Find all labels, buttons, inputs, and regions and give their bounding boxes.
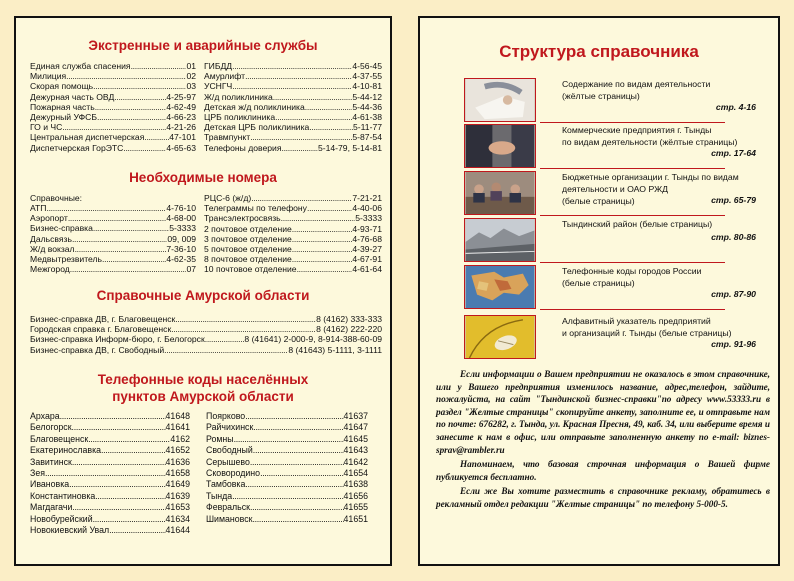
emergency-label: Диспетчерская ГорЭТС <box>30 142 124 153</box>
emergency-row <box>30 81 196 91</box>
code-row <box>206 514 368 525</box>
code-row <box>206 457 368 468</box>
needed-label: 10 почтовое отделение <box>204 264 297 275</box>
needed-row <box>30 244 196 254</box>
dot-leader <box>88 434 170 445</box>
needed-row <box>204 234 382 244</box>
emergency-row <box>204 81 382 91</box>
dot-leader <box>292 254 353 264</box>
code-label: Ивановка <box>30 479 70 490</box>
dot-leader <box>72 457 166 468</box>
dot-leader <box>95 102 167 112</box>
needed-row <box>204 193 382 203</box>
needed-row <box>204 254 382 264</box>
emergency-number: 47-101 <box>169 132 196 143</box>
needed-list-right <box>204 193 382 275</box>
toc-item-line: и организаций г. Тынды (белые страницы) <box>562 328 732 338</box>
toc-item <box>464 171 768 217</box>
code-row <box>30 457 190 468</box>
code-row <box>206 479 368 490</box>
dot-leader <box>109 525 165 536</box>
code-number: 41637 <box>343 411 368 421</box>
codes-title-line1: Телефонные коды населённых <box>97 372 309 387</box>
toc-item-text <box>562 218 754 230</box>
dot-leader <box>75 244 167 254</box>
toc-item-text <box>562 124 754 148</box>
info-paragraph-2: Напоминаем, что базовая строчная информация о Вашей фирме публикуется бесплатно. <box>436 459 770 482</box>
emergency-label: Дежурная часть ОВД <box>30 91 115 102</box>
dot-leader <box>72 234 167 244</box>
toc-item-text <box>562 265 754 289</box>
dot-leader <box>171 324 316 334</box>
needed-number: 09, 009 <box>167 233 196 244</box>
code-row <box>30 491 190 502</box>
dot-leader <box>292 234 353 244</box>
amur-ref-number: 8 (41641) 2-000-9, 8-914-388-60-09 <box>244 334 382 345</box>
toc-thumbnail <box>464 218 536 262</box>
dot-leader <box>131 61 187 71</box>
emergency-label: Скорая помощь <box>30 81 94 92</box>
dot-leader <box>164 345 288 355</box>
emergency-row <box>30 112 196 122</box>
code-number: 41652 <box>165 445 190 456</box>
code-label: Поярково <box>206 411 246 421</box>
emergency-number: 4-10-81 <box>352 81 382 92</box>
emergency-row <box>204 132 382 142</box>
code-label: Благовещенск <box>30 433 89 444</box>
amur-ref-title: Справочные Амурской области <box>96 288 310 303</box>
emergency-number: 5-14-79, 5-14-81 <box>317 142 382 153</box>
emergency-number: 4-56-45 <box>352 61 382 71</box>
code-row <box>30 434 190 445</box>
dot-leader <box>93 223 169 233</box>
emergency-label: Ж/д поликлиника <box>204 91 273 102</box>
emergency-title: Экстренные и аварийные службы <box>88 38 318 53</box>
toc-item-line: (белые страницы) <box>562 196 635 206</box>
code-number: 41654 <box>343 468 368 479</box>
toc-page-ref: стр. 65-79 <box>711 195 756 205</box>
toc-item-line: Бюджетные организации г. Тынды по видам <box>562 172 739 182</box>
toc-page-ref: стр. 80-86 <box>711 232 756 242</box>
emergency-label: Дежурный УФСБ <box>30 112 97 123</box>
toc-divider <box>540 309 725 310</box>
needed-number: 4-76-10 <box>166 203 196 213</box>
code-number: 41639 <box>165 490 190 501</box>
needed-label: Аэропорт <box>30 213 68 224</box>
code-number: 41658 <box>165 468 190 479</box>
dot-leader <box>47 203 167 213</box>
toc-item <box>464 265 768 311</box>
needed-title: Необходимые номера <box>129 170 277 185</box>
needed-row <box>30 264 196 274</box>
handshake-icon <box>465 125 535 167</box>
needed-label: Бизнес-справка <box>30 223 93 234</box>
toc-item-text <box>562 315 754 339</box>
emergency-number: 4-25-97 <box>166 91 196 102</box>
dot-leader <box>97 112 166 122</box>
amur-ref-row <box>30 345 382 355</box>
code-number: 41651 <box>343 513 368 524</box>
code-label: Новокиевский Увал <box>30 525 110 536</box>
dot-leader <box>69 479 165 490</box>
needed-number: 5-3333 <box>355 213 382 224</box>
emergency-label: ГО и ЧС <box>30 122 63 133</box>
emergency-row <box>30 71 196 81</box>
emergency-label: Травмпункт <box>204 132 251 143</box>
code-row <box>30 422 190 433</box>
needed-number: 5-3333 <box>169 223 196 234</box>
dot-leader <box>68 213 167 223</box>
toc-item-line: деятельности и ОАО РЖД <box>562 184 669 194</box>
code-label: Тамбовка <box>206 479 246 490</box>
dot-leader <box>282 143 318 153</box>
needed-number: 4-39-27 <box>352 244 382 255</box>
code-row <box>206 411 368 422</box>
info-text <box>436 368 770 513</box>
toc-item-line: Алфавитный указатель предприятий <box>562 316 711 326</box>
dot-leader <box>72 502 165 513</box>
needed-label: Дальсвязь <box>30 233 72 244</box>
emergency-row <box>204 122 382 132</box>
dot-leader <box>123 143 166 153</box>
needed-label: РЦС-6 (ж/д) <box>204 193 252 203</box>
dot-leader <box>245 479 343 490</box>
dot-leader <box>245 411 343 422</box>
amur-ref-label: Бизнес-справка ДВ, г. Свободный <box>30 344 165 355</box>
code-label: Новобурейский <box>30 513 93 524</box>
dot-leader <box>205 334 245 344</box>
dot-leader <box>250 132 352 142</box>
code-label: Завитинск <box>30 456 72 467</box>
emergency-row <box>30 122 196 132</box>
codes-list-left <box>30 411 190 536</box>
dot-leader <box>250 502 344 513</box>
code-number: 41645 <box>343 433 368 444</box>
code-label: Шимановск <box>206 513 253 524</box>
toc-page-ref: стр. 17-64 <box>711 148 756 158</box>
toc-thumbnail <box>464 78 536 122</box>
dot-leader <box>60 411 166 422</box>
dot-leader <box>93 81 186 91</box>
toc-thumbnail <box>464 315 536 359</box>
toc-item-text <box>562 78 754 102</box>
code-row <box>30 411 190 422</box>
dot-leader <box>309 122 353 132</box>
dot-leader <box>307 203 352 213</box>
code-number: 41653 <box>165 502 190 513</box>
needed-number: 4-93-71 <box>352 223 382 234</box>
toc-thumbnail <box>464 171 536 215</box>
emergency-number: 4-65-63 <box>166 142 196 153</box>
dot-leader <box>72 422 166 433</box>
toc-divider <box>540 262 725 263</box>
mouse-icon <box>465 316 535 358</box>
landscape-icon <box>465 219 535 261</box>
emergency-row <box>30 132 196 142</box>
emergency-label: Детская ЦРБ поликлиника <box>204 122 310 133</box>
code-row <box>206 468 368 479</box>
map-icon <box>465 266 535 308</box>
needed-label: Медвытрезвитель <box>30 254 103 265</box>
needed-row <box>204 224 382 234</box>
toc-item <box>464 78 768 124</box>
needed-row <box>30 213 196 223</box>
amur-ref-row <box>30 334 382 344</box>
emergency-row <box>204 112 382 122</box>
amur-ref-number: 8 (4162) 333-333 <box>316 314 382 324</box>
code-label: Райчихинск <box>206 422 254 433</box>
code-number: 41656 <box>343 490 368 501</box>
handshake-document-icon <box>465 79 535 121</box>
code-row <box>206 422 368 433</box>
needed-number: 4-61-64 <box>352 264 382 275</box>
dot-leader <box>260 468 343 479</box>
code-label: Белогорск <box>30 422 72 433</box>
info-paragraph-3: Если же Вы хотите разместить в справочнике рекламу, обратитесь в рекламный отдел редакции "Желтые страницы" по телефону 5-000-5. <box>436 486 770 509</box>
emergency-row <box>204 92 382 102</box>
code-number: 41644 <box>165 525 190 536</box>
codes-list-right <box>206 411 368 525</box>
amur-ref-row <box>30 314 382 324</box>
toc-page-ref: стр. 87-90 <box>711 289 756 299</box>
emergency-label: Центральная диспетчерская <box>30 132 145 143</box>
code-label: Серышево <box>206 456 250 467</box>
emergency-row <box>30 92 196 102</box>
dot-leader <box>253 514 344 525</box>
emergency-number: 4-37-55 <box>352 71 382 82</box>
toc-divider <box>540 215 725 216</box>
left-panel <box>14 16 392 566</box>
emergency-row <box>204 143 382 153</box>
dot-leader <box>62 122 166 132</box>
dot-leader <box>101 445 166 456</box>
emergency-number: 03 <box>186 81 196 92</box>
toc-item-line: Содержание по видам деятельности <box>562 79 711 89</box>
right-panel <box>418 16 780 566</box>
code-number: 41647 <box>343 422 368 433</box>
toc-item-line: (жёлтые страницы) <box>562 91 640 101</box>
emergency-row <box>30 61 196 71</box>
needed-label: АТП <box>30 203 47 213</box>
code-label: Магдагачи <box>30 502 73 513</box>
dot-leader <box>66 71 186 81</box>
code-row <box>206 445 368 456</box>
emergency-label: ГИБДД <box>204 61 233 71</box>
needed-number: 4-67-91 <box>352 254 382 265</box>
toc-title: Структура справочника <box>499 42 699 61</box>
code-row <box>30 479 190 490</box>
code-row <box>30 445 190 456</box>
needed-row <box>30 234 196 244</box>
needed-list-left <box>30 203 196 274</box>
code-label: Февральск <box>206 502 251 513</box>
code-row <box>30 525 190 536</box>
dot-leader <box>114 92 166 102</box>
emergency-label: Пожарная часть <box>30 101 95 112</box>
needed-label: Телеграммы по телефону <box>204 203 307 214</box>
toc-page-ref: стр. 91-96 <box>711 339 756 349</box>
emergency-row <box>204 61 382 71</box>
dot-leader <box>70 264 187 274</box>
needed-label: 8 почтовое отделение <box>204 254 292 265</box>
amur-ref-label: Бизнес-справка ДВ, г. Благовещенск <box>30 314 176 324</box>
needed-row <box>204 203 382 213</box>
toc-page-ref: стр. 4-16 <box>715 102 756 112</box>
amur-ref-list <box>30 314 382 355</box>
dot-leader <box>292 244 353 254</box>
code-row <box>206 502 368 513</box>
emergency-label: Единая служба спасения <box>30 61 131 71</box>
dot-leader <box>292 224 353 234</box>
toc-item-line: Тындинский район (белые страницы) <box>562 219 713 229</box>
emergency-number: 5-87-54 <box>352 132 382 143</box>
code-label: Свободный <box>206 445 253 456</box>
toc-item-line: по видам деятельности (жёлтые страницы) <box>562 137 738 147</box>
code-label: Константиновка <box>30 490 96 501</box>
emergency-label: Амурлифт <box>204 71 246 82</box>
code-label: Зея <box>30 468 45 479</box>
emergency-number: 4-61-38 <box>352 112 382 123</box>
code-row <box>30 514 190 525</box>
toc-divider <box>540 168 725 169</box>
code-number: 41634 <box>165 513 190 524</box>
dot-leader <box>144 132 169 142</box>
dot-leader <box>232 61 352 71</box>
toc-divider <box>540 122 725 123</box>
amur-ref-number: 8 (4162) 222-220 <box>316 324 382 335</box>
toc-thumbnail <box>464 124 536 168</box>
dot-leader <box>253 422 343 433</box>
needed-row <box>204 213 382 223</box>
needed-row <box>30 203 196 213</box>
toc-item <box>464 218 768 264</box>
code-row <box>206 491 368 502</box>
needed-number: 4-62-35 <box>166 254 196 265</box>
emergency-number: 5-44-36 <box>352 101 382 112</box>
code-number: 41638 <box>343 479 368 490</box>
code-label: Сковородино <box>206 468 261 479</box>
needed-label: Ж/д вокзал <box>30 243 75 254</box>
needed-row <box>30 254 196 264</box>
code-row <box>30 502 190 513</box>
dot-leader <box>234 434 344 445</box>
needed-row <box>30 223 196 233</box>
dot-leader <box>250 457 344 468</box>
toc-thumbnail <box>464 265 536 309</box>
needed-number: 4-76-68 <box>352 233 382 244</box>
emergency-number: 5-44-12 <box>352 91 382 102</box>
code-label: Тында <box>206 490 233 501</box>
dot-leader <box>273 92 353 102</box>
emergency-number: 01 <box>186 61 196 71</box>
emergency-number: 4-66-23 <box>166 112 196 123</box>
code-row <box>30 468 190 479</box>
code-number: 41641 <box>165 422 190 433</box>
emergency-number: 4-21-26 <box>166 122 196 133</box>
needed-number: 07 <box>186 264 196 275</box>
code-number: 4162 <box>170 433 190 444</box>
code-number: 41655 <box>343 502 368 513</box>
toc-item-line: Телефонные коды городов России <box>562 266 702 276</box>
toc-item <box>464 315 768 361</box>
toc-item-line: Коммерческие предприятия г. Тынды <box>562 125 712 135</box>
needed-header: Справочные: <box>30 193 83 203</box>
needed-number: 4-68-00 <box>166 213 196 224</box>
emergency-list-right <box>204 61 382 153</box>
dot-leader <box>95 491 165 502</box>
dot-leader <box>232 81 352 91</box>
emergency-number: 02 <box>186 71 196 82</box>
emergency-row <box>204 102 382 112</box>
emergency-label: Детская ж/д поликлиника <box>204 101 305 112</box>
code-number: 41643 <box>343 445 368 456</box>
emergency-row <box>30 102 196 112</box>
emergency-row <box>30 143 196 153</box>
codes-title-line2: пунктов Амурской области <box>112 389 294 404</box>
code-label: Ромны <box>206 433 234 444</box>
code-row <box>206 434 368 445</box>
dot-leader <box>45 468 166 479</box>
amur-ref-label: Бизнес-справка Информ-бюро, г. Белогорск <box>30 334 205 345</box>
emergency-list-left <box>30 61 196 153</box>
emergency-label: Телефоны доверия <box>204 142 282 153</box>
code-label: Екатеринославка <box>30 445 102 456</box>
needed-number: 7-21-21 <box>352 193 382 203</box>
needed-label: Трансэлектросвязь <box>204 213 281 224</box>
dot-leader <box>232 491 343 502</box>
dot-leader <box>253 445 344 456</box>
toc-item-line: (белые страницы) <box>562 278 635 288</box>
needed-row <box>204 264 382 274</box>
emergency-label: УСНГЧ <box>204 81 233 92</box>
needed-label: 2 почтовое отделение <box>204 223 292 234</box>
emergency-number: 4-62-49 <box>166 101 196 112</box>
meeting-icon <box>465 172 535 214</box>
amur-ref-label: Городская справка г. Благовещенск <box>30 324 172 335</box>
code-number: 41636 <box>165 456 190 467</box>
emergency-label: ЦРБ поликлиника <box>204 112 276 123</box>
dot-leader <box>305 102 353 112</box>
code-number: 41642 <box>343 456 368 467</box>
needed-number: 4-40-06 <box>352 203 382 214</box>
amur-ref-number: 8 (41643) 5-1111, 3-1111 <box>288 344 382 355</box>
amur-ref-row <box>30 324 382 334</box>
emergency-number: 5-11-77 <box>353 122 382 133</box>
needed-label: 3 почтовое отделение <box>204 233 292 244</box>
needed-number: 7-36-10 <box>166 243 196 254</box>
needed-label: 5 почтовое отделение <box>204 244 292 255</box>
code-number: 41649 <box>165 479 190 490</box>
dot-leader <box>175 314 316 324</box>
dot-leader <box>275 112 352 122</box>
code-label: Архара <box>30 411 60 421</box>
dot-leader <box>297 264 353 274</box>
dot-leader <box>251 193 352 203</box>
dot-leader <box>281 213 356 223</box>
code-number: 41648 <box>165 411 190 421</box>
needed-row <box>204 244 382 254</box>
dot-leader <box>93 514 166 525</box>
info-paragraph-1: Если информации о Вашем предприятии не оказалось в этом справочнике, или у Вашего предприятия изменилось название, адрес,телефон, зайдите, пожалуйста, на сайт "Тындинской бизнес-справки"по адресу www.53333.ru в раздел "Желтые страницы" скопируйте анкету, заполните ее, и отправьте нам по почте: 676282, г. Тында, ул. Красная Пресня, 49, каб. 34, или выберите время и занесите к нам в офис, или отправьте заполненную анкету по e-mail: biznes-sprav@rambler.ru <box>436 369 770 455</box>
toc-item <box>464 124 768 170</box>
emergency-label: Милиция <box>30 71 67 82</box>
dot-leader <box>245 71 352 81</box>
needed-label: Межгород <box>30 264 70 275</box>
dot-leader <box>102 254 166 264</box>
emergency-row <box>204 71 382 81</box>
